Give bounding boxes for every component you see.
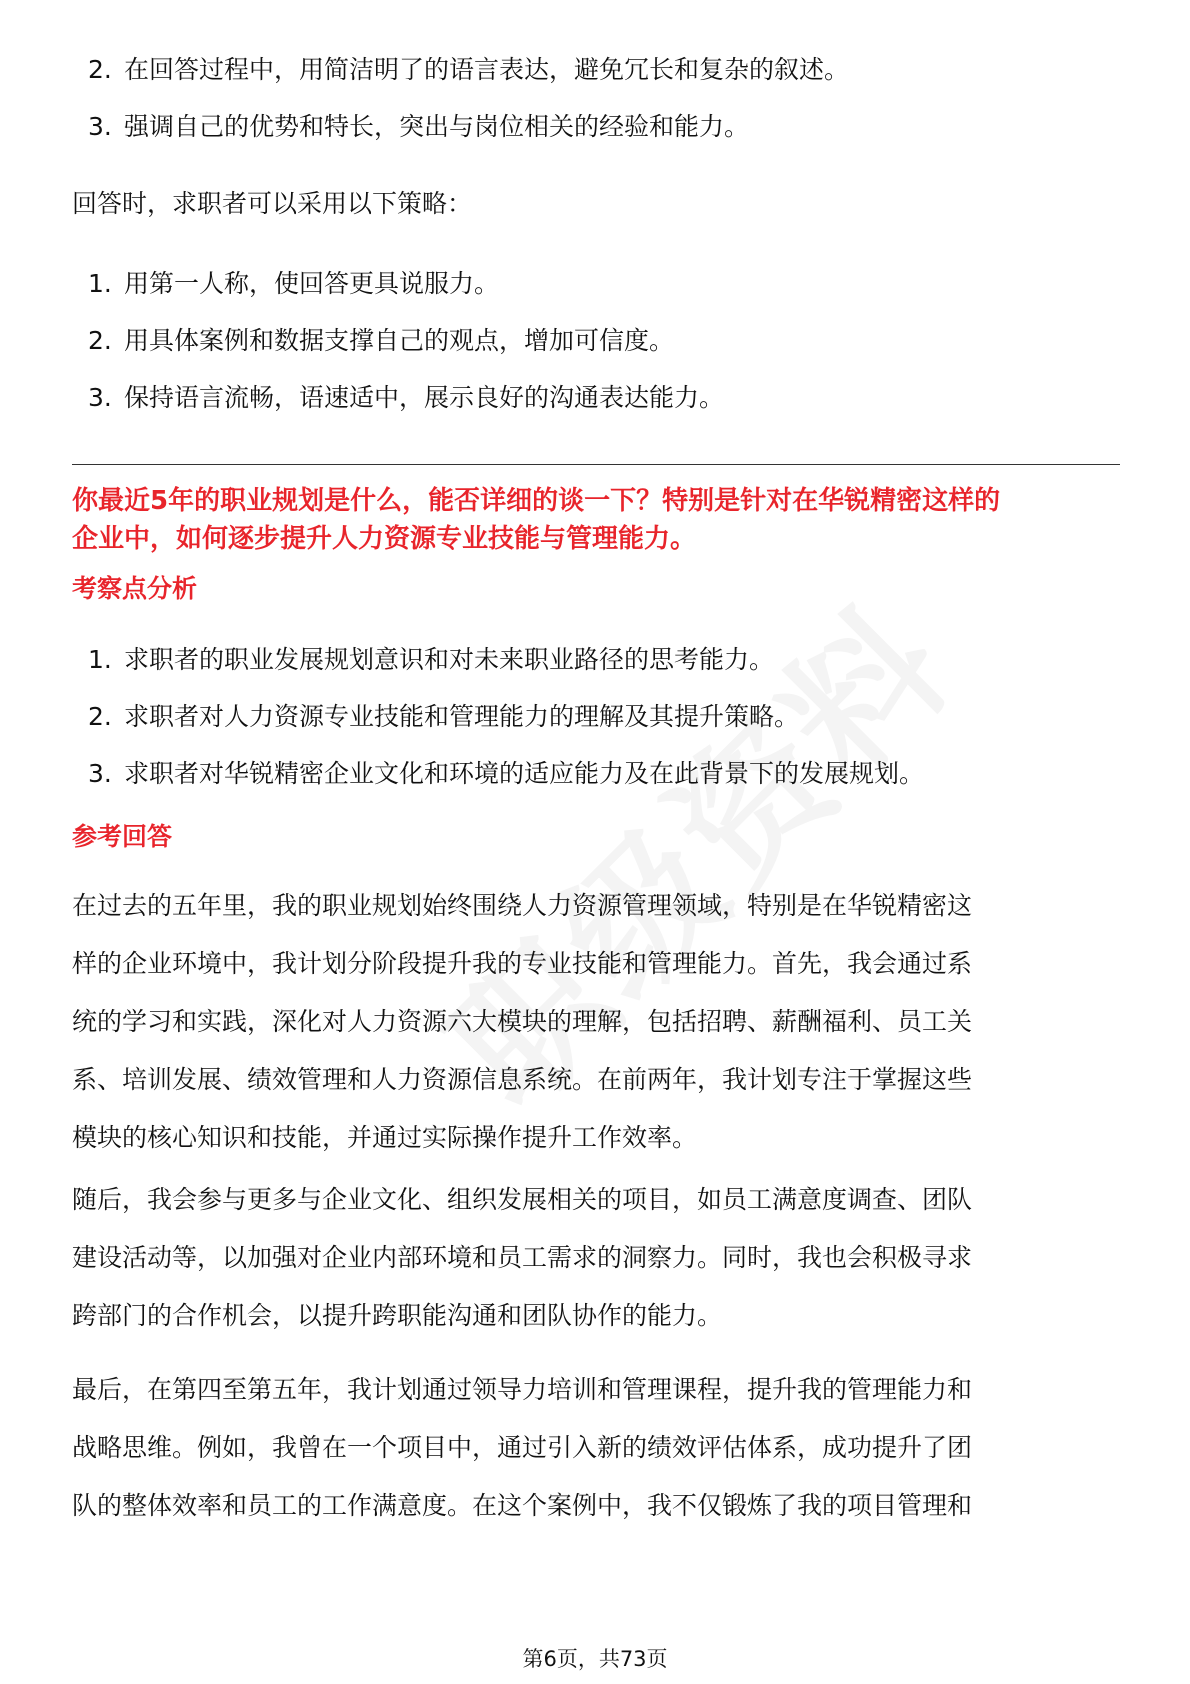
strategy-intro: 回答时，求职者可以采用以下策略： <box>72 189 473 218</box>
list-item <box>72 265 1120 303</box>
top-list <box>72 51 1120 165</box>
question-line: 企业中，如何逐步提升人力资源专业技能与管理能力。 <box>72 524 697 554</box>
paragraph-line: 系、培训发展、绩效管理和人力资源信息系统。在前两年，我计划专注于掌握这些 <box>72 1065 973 1094</box>
strategy-list <box>72 265 1120 436</box>
list-number: 1. <box>88 269 112 298</box>
list-text: 求职者对华锐精密企业文化和环境的适应能力及在此背景下的发展规划。 <box>124 759 925 788</box>
paragraph-line: 最后，在第四至第五年，我计划通过领导力培训和管理课程，提升我的管理能力和 <box>72 1375 973 1404</box>
list-text: 在回答过程中，用简洁明了的语言表达，避免冗长和复杂的叙述。 <box>124 55 850 84</box>
list-text: 求职者的职业发展规划意识和对未来职业路径的思考能力。 <box>124 645 775 674</box>
list-number: 3. <box>88 759 112 788</box>
list-item <box>72 641 1120 679</box>
list-text: 强调自己的优势和特长，突出与岗位相关的经验和能力。 <box>124 112 750 141</box>
list-number: 3. <box>88 383 112 412</box>
list-number: 2. <box>88 55 112 84</box>
list-item <box>72 108 1120 146</box>
reference-title: 参考回答 <box>72 822 173 851</box>
list-text: 用第一人称，使回答更具说服力。 <box>124 269 500 298</box>
paragraph-line: 战略思维。例如，我曾在一个项目中，通过引入新的绩效评估体系，成功提升了团 <box>72 1433 973 1462</box>
page-footer: 第6页，共73页 <box>522 1647 668 1671</box>
list-item <box>72 51 1120 89</box>
paragraph-line: 在过去的五年里，我的职业规划始终围绕人力资源管理领域，特别是在华锐精密这 <box>72 891 973 920</box>
reference-paragraph <box>72 1361 1120 1535</box>
document-page <box>72 0 1120 1684</box>
list-text: 用具体案例和数据支撑自己的观点，增加可信度。 <box>124 326 675 355</box>
section-divider <box>72 464 1120 465</box>
paragraph-line: 跨部门的合作机会，以提升跨职能沟通和团队协作的能力。 <box>72 1301 723 1330</box>
list-item <box>72 698 1120 736</box>
paragraph-line: 随后，我会参与更多与企业文化、组织发展相关的项目，如员工满意度调查、团队 <box>72 1185 973 1214</box>
list-text: 求职者对人力资源专业技能和管理能力的理解及其提升策略。 <box>124 702 800 731</box>
question <box>72 482 1120 558</box>
list-item <box>72 322 1120 360</box>
reference-paragraph <box>72 1171 1120 1345</box>
analysis-list <box>72 641 1120 812</box>
list-item <box>72 379 1120 417</box>
paragraph-line: 模块的核心知识和技能，并通过实际操作提升工作效率。 <box>72 1123 698 1152</box>
list-number: 2. <box>88 326 112 355</box>
analysis-title: 考察点分析 <box>72 574 198 603</box>
paragraph-line: 样的企业环境中，我计划分阶段提升我的专业技能和管理能力。首先，我会通过系 <box>72 949 973 978</box>
paragraph-line: 建设活动等，以加强对企业内部环境和员工需求的洞察力。同时，我也会积极寻求 <box>72 1243 973 1272</box>
paragraph-line: 统的学习和实践，深化对人力资源六大模块的理解，包括招聘、薪酬福利、员工关 <box>72 1007 973 1036</box>
list-item <box>72 755 1120 793</box>
list-number: 3. <box>88 112 112 141</box>
paragraph-line: 队的整体效率和员工的工作满意度。在这个案例中，我不仅锻炼了我的项目管理和 <box>72 1491 973 1520</box>
list-number: 2. <box>88 702 112 731</box>
question-line: 你最近5年的职业规划是什么，能否详细的谈一下？特别是针对在华锐精密这样的 <box>72 486 1001 516</box>
reference-paragraph <box>72 877 1120 1167</box>
list-number: 1. <box>88 645 112 674</box>
list-text: 保持语言流畅，语速适中，展示良好的沟通表达能力。 <box>124 383 725 412</box>
